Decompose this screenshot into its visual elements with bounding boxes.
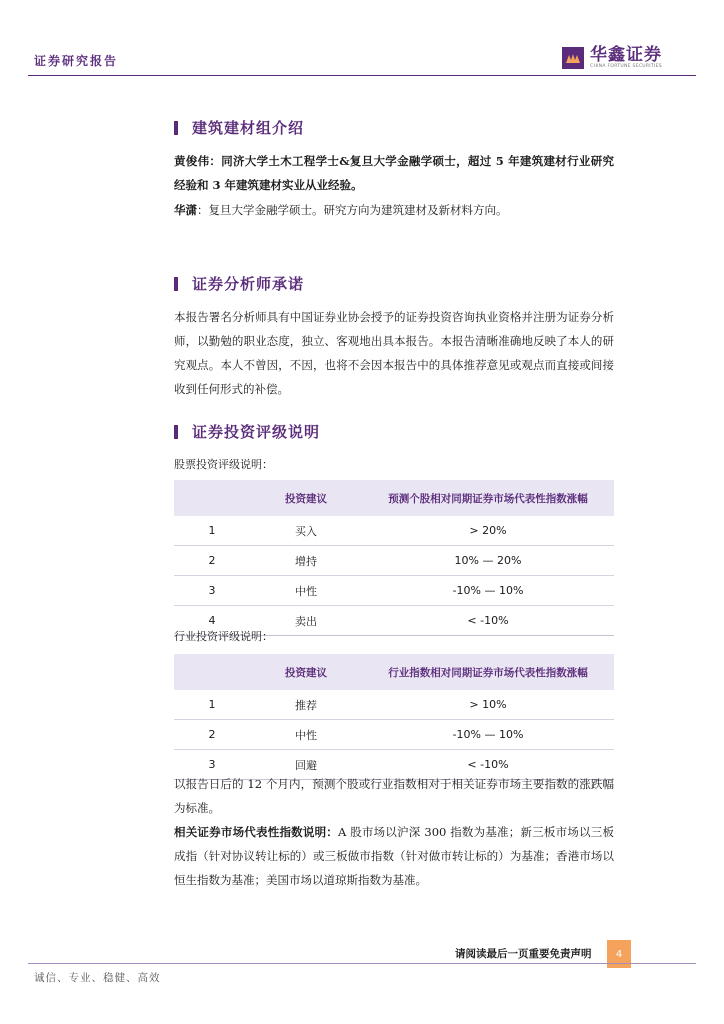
disclaimer-note: 请阅读最后一页重要免责声明 bbox=[455, 948, 592, 960]
table-cell: 3 bbox=[174, 750, 250, 780]
member-2-name: 华潇 bbox=[174, 203, 197, 217]
table-header-cell: 预测个股相对同期证券市场代表性指数涨幅 bbox=[362, 480, 614, 516]
table-cell: 中性 bbox=[250, 720, 362, 750]
rating-heading: 证券投资评级说明 bbox=[174, 421, 320, 442]
table-cell: > 20% bbox=[362, 516, 614, 546]
table-cell: 买入 bbox=[250, 516, 362, 546]
table-cell: -10% — 10% bbox=[362, 720, 614, 750]
table-header-row bbox=[174, 654, 614, 690]
stock-rating-table bbox=[174, 480, 614, 636]
company-logo bbox=[562, 46, 662, 70]
table-row bbox=[174, 576, 614, 606]
table-header-cell: 行业指数相对同期证券市场代表性指数涨幅 bbox=[362, 654, 614, 690]
table-cell: 1 bbox=[174, 516, 250, 546]
industry-rating-label: 行业投资评级说明： bbox=[174, 630, 273, 643]
table-cell: 增持 bbox=[250, 546, 362, 576]
commitment-text: 本报告署名分析师具有中国证券业协会授予的证券投资咨询执业资格并注册为证券分析师，以勤勉的职业态度，独立、客观地出具本报告。本报告清晰准确地反映了本人的研究观点。本人不曾因，不因，也将不会因本报告中的具体推荐意见或观点而直接或间接收到任何形式的补偿。 bbox=[174, 310, 614, 396]
table-header-cell bbox=[174, 480, 250, 516]
table-row bbox=[174, 690, 614, 720]
logo-english-name: CHINA FORTUNE SECURITIES bbox=[590, 64, 662, 69]
table-header-row bbox=[174, 480, 614, 516]
table-row bbox=[174, 516, 614, 546]
logo-mark-icon bbox=[562, 47, 584, 69]
table-cell: > 10% bbox=[362, 690, 614, 720]
commitment-heading: 证券分析师承诺 bbox=[174, 273, 304, 294]
page-number: 4 bbox=[607, 940, 631, 968]
table-cell: 卖出 bbox=[250, 606, 362, 636]
report-type: 证券研究报告 bbox=[34, 54, 119, 68]
header-divider bbox=[28, 75, 696, 76]
member-2-desc: ：复旦大学金融学硕士。研究方向为建筑建材及新材料方向。 bbox=[197, 203, 508, 217]
table-cell: 2 bbox=[174, 720, 250, 750]
index-description bbox=[174, 820, 614, 892]
stock-rating-label: 股票投资评级说明： bbox=[174, 458, 273, 471]
table-row bbox=[174, 546, 614, 576]
heading-bar-icon bbox=[174, 121, 178, 135]
table-cell: < -10% bbox=[362, 606, 614, 636]
table-cell: -10% — 10% bbox=[362, 576, 614, 606]
table-cell: 2 bbox=[174, 546, 250, 576]
heading-bar-icon bbox=[174, 425, 178, 439]
footer-divider bbox=[28, 963, 696, 964]
logo-chinese-name: 华鑫证券 bbox=[590, 45, 662, 65]
table-cell: 3 bbox=[174, 576, 250, 606]
table-cell: 中性 bbox=[250, 576, 362, 606]
table-header-cell bbox=[174, 654, 250, 690]
heading-bar-icon bbox=[174, 277, 178, 291]
company-motto: 诚信、专业、稳健、高效 bbox=[34, 972, 161, 984]
team-heading: 建筑建材组介绍 bbox=[174, 117, 304, 138]
index-text: A 股市场以沪深 300 指数为基准；新三板市场以三板成指（针对协议转让标的）或三板做市指数（针对做市转让标的）为基准；香港市场以恒生指数为基准；美国市场以道琼斯指数为基准。 bbox=[174, 825, 614, 887]
table-cell: 10% — 20% bbox=[362, 546, 614, 576]
index-label: 相关证券市场代表性指数说明： bbox=[174, 825, 339, 839]
table-cell: 4 bbox=[174, 606, 250, 636]
member-1-desc: ：同济大学土木工程学士&复旦大学金融学硕士，超过 5 年建筑建材行业研究经验和 3 年建筑建材实业从业经验。 bbox=[174, 154, 615, 192]
table-cell: 推荐 bbox=[250, 690, 362, 720]
benchmark-text: 以报告日后的 12 个月内，预测个股或行业指数相对于相关证券市场主要指数的涨跌幅为标准。 bbox=[174, 777, 614, 815]
table-header-cell: 投资建议 bbox=[250, 480, 362, 516]
team-member-1 bbox=[174, 149, 614, 197]
table-row bbox=[174, 720, 614, 750]
table-cell: 1 bbox=[174, 690, 250, 720]
team-member-2 bbox=[174, 198, 614, 222]
table-cell: < -10% bbox=[362, 750, 614, 780]
industry-rating-table bbox=[174, 654, 614, 780]
table-header-cell: 投资建议 bbox=[250, 654, 362, 690]
table-cell: 回避 bbox=[250, 750, 362, 780]
member-1-name: 黄俊伟 bbox=[174, 154, 210, 168]
